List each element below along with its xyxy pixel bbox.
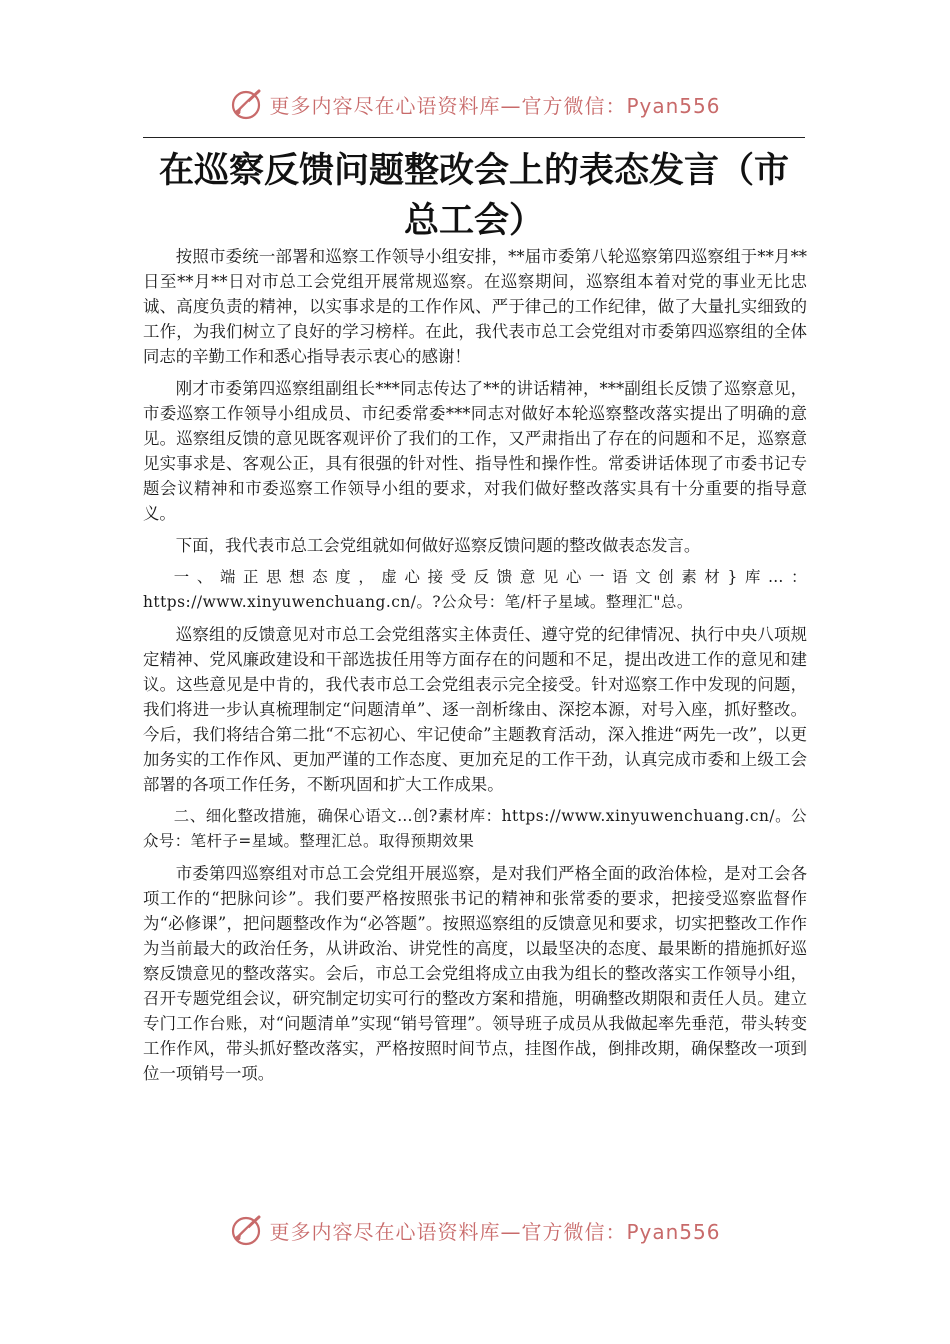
banner-text: 更多内容尽在心语资料库—官方微信：Pyan556 xyxy=(269,1219,721,1244)
paragraph-section-2: 市委第四巡察组对市总工会党组开展巡察，是对我们严格全面的政治体检，是对工会各项工作的“把脉问诊”。我们要严格按照张书记的精神和张常委的要求，把接受巡察监督作为“必修课”，把问题整改作为“必答题”。按照巡察组的反馈意见和要求，切实把整改工作作为当前最大的政治任务，从讲政治、讲党性的高度，以最坚决的态度、最果断的措施抓好巡察反馈意见的整改落实。会后，市总工会党组将成立由我为组长的整改落实工作领导小组，召开专题党组会议，研究制定切实可行的整改方案和措施，明确整改期限和责任人员。建立专门工作台账，对“问题清单”实现“销号管理”。领导班子成员从我做起率先垂范，带头转变工作作风，带头抓好整改落实，严格按照时间节点，挂图作战，倒排改期，确保整改一项到位一项销号一项。 xyxy=(143,864,807,1083)
paragraph-feedback: 刚才市委第四巡察组副组长***同志传达了**的讲话精神，***副组长反馈了巡察意见，市委巡察工作领导小组成员、市纪委常委***同志对做好本轮巡察整改落实提出了明确的意见。巡察组反馈的意见既客观评价了我们的工作，又严肃指出了存在的问题和不足，巡察意见实事求是、客观公正，具有很强的针对性、指导性和操作性。常委讲话体现了市委书记专题会议精神和市委巡察工作领导小组的要求，对我们做好整改落实具有十分重要的指导意义。 xyxy=(143,379,807,523)
ink-pen-logo-icon xyxy=(229,1212,265,1248)
document-title: 在巡察反馈问题整改会上的表态发言（市总工会） xyxy=(158,150,789,241)
header-banner xyxy=(0,82,950,126)
paragraph-section-1: 巡察组的反馈意见对市总工会党组落实主体责任、遵守党的纪律情况、执行中央八项规定精神、党风廉政建设和干部选拔任用等方面存在的问题和不足，提出改进工作的意见和建议。这些意见是中肯的，我代表市总工会党组表示完全接受。针对巡察工作中发现的问题，我们将进一步认真梳理制定“问题清单”、逐一剖析缘由、深挖本源，对号入座，抓好整改。今后，我们将结合第二批“不忘初心、牢记使命”主题教育活动，深入推进“两先一改”，以更加务实的工作作风、更加严谨的工作态度、更加充足的工作干劲，认真完成市委和上级工会部署的各项工作任务，不断巩固和扩大工作成果。 xyxy=(143,625,807,794)
banner-text: 更多内容尽在心语资料库—官方微信：Pyan556 xyxy=(269,93,721,118)
footer-banner xyxy=(0,1208,950,1252)
paragraph-statement: 下面，我代表市总工会党组就如何做好巡察反馈问题的整改做表态发言。 xyxy=(175,536,701,555)
ink-pen-logo-icon xyxy=(229,86,265,122)
section-heading-1: 一、端正思想态度，虚心接受反馈意见心一语文创素材}库…：https://www.xinyuwenchuang.cn/。?公众号：笔/杆子星域。整理汇"总。 xyxy=(143,568,807,611)
header-divider xyxy=(143,137,805,138)
paragraph-intro: 按照市委统一部署和巡察工作领导小组安排，**届市委第八轮巡察第四巡察组于**月**日至**月**日对市总工会党组开展常规巡察。在巡察期间，巡察组本着对党的事业无比忠诚、高度负责的精神，以实事求是的工作作风、严于律己的工作纪律，做了大量扎实细致的工作，为我们树立了良好的学习榜样。在此，我代表市总工会党组对市委第四巡察组的全体同志的辛勤工作和悉心指导表示衷心的感谢！ xyxy=(143,247,807,366)
document-body xyxy=(143,244,807,1093)
section-heading-2: 二、细化整改措施，确保心语文…创?素材库：https://www.xinyuwenchuang.cn/。公众号：笔杆子=星域。整理汇总。取得预期效果 xyxy=(143,807,807,850)
